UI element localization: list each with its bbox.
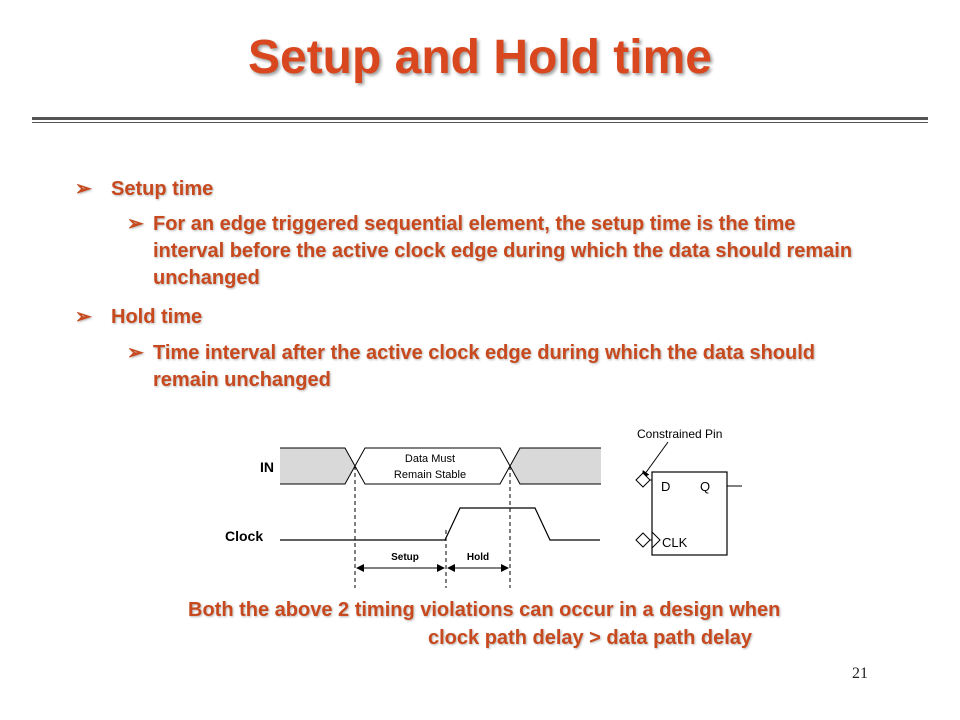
bullet-setup-definition xyxy=(127,211,867,292)
bullet-setup-time xyxy=(75,176,213,203)
title-rule-thick xyxy=(32,117,928,120)
d-pin-diamond-icon xyxy=(636,473,650,487)
page-number: 21 xyxy=(852,665,868,682)
note-line2: clock path delay > data path delay xyxy=(428,627,753,649)
note-line1: Both the above 2 timing violations can occur in a design when xyxy=(188,599,781,621)
bullet-text: Time interval after the active clock edge during which the data should remain unchanged xyxy=(153,342,816,391)
constrained-pin-label: Constrained Pin xyxy=(637,427,723,441)
bullet-hold-definition xyxy=(127,340,867,394)
setup-label: Setup xyxy=(391,552,419,563)
bullet-text: Setup time xyxy=(111,178,214,200)
bullet-text: Hold time xyxy=(111,306,203,328)
arrow-bullet-icon: ➢ xyxy=(127,342,144,364)
bullet-hold-time xyxy=(75,304,202,331)
ff-d-label: D xyxy=(661,479,671,494)
arrow-bullet-icon: ➢ xyxy=(75,306,92,328)
stable-label-line2: Remain Stable xyxy=(393,469,467,481)
unstable-data-region-left xyxy=(280,448,355,484)
stable-label-line1: Data Must xyxy=(404,453,456,465)
ff-q-label: Q xyxy=(700,479,711,494)
slide-title: Setup and Hold time xyxy=(247,31,712,84)
unstable-data-region-right xyxy=(510,448,601,484)
timing-diagram xyxy=(220,420,760,595)
ff-clk-label: CLK xyxy=(662,535,688,550)
title-rule-thin xyxy=(32,122,928,123)
clock-waveform xyxy=(280,508,600,540)
arrow-bullet-icon: ➢ xyxy=(75,178,92,200)
hold-label: Hold xyxy=(466,552,490,563)
clock-signal-label: Clock xyxy=(225,528,264,544)
bullet-text: For an edge triggered sequential element, the setup time is the time interval before the active clock edge during which the data should remain unchanged xyxy=(153,213,853,289)
clk-pin-diamond-icon xyxy=(636,533,650,547)
arrow-bullet-icon: ➢ xyxy=(127,213,144,235)
in-signal-label: IN xyxy=(260,459,274,475)
